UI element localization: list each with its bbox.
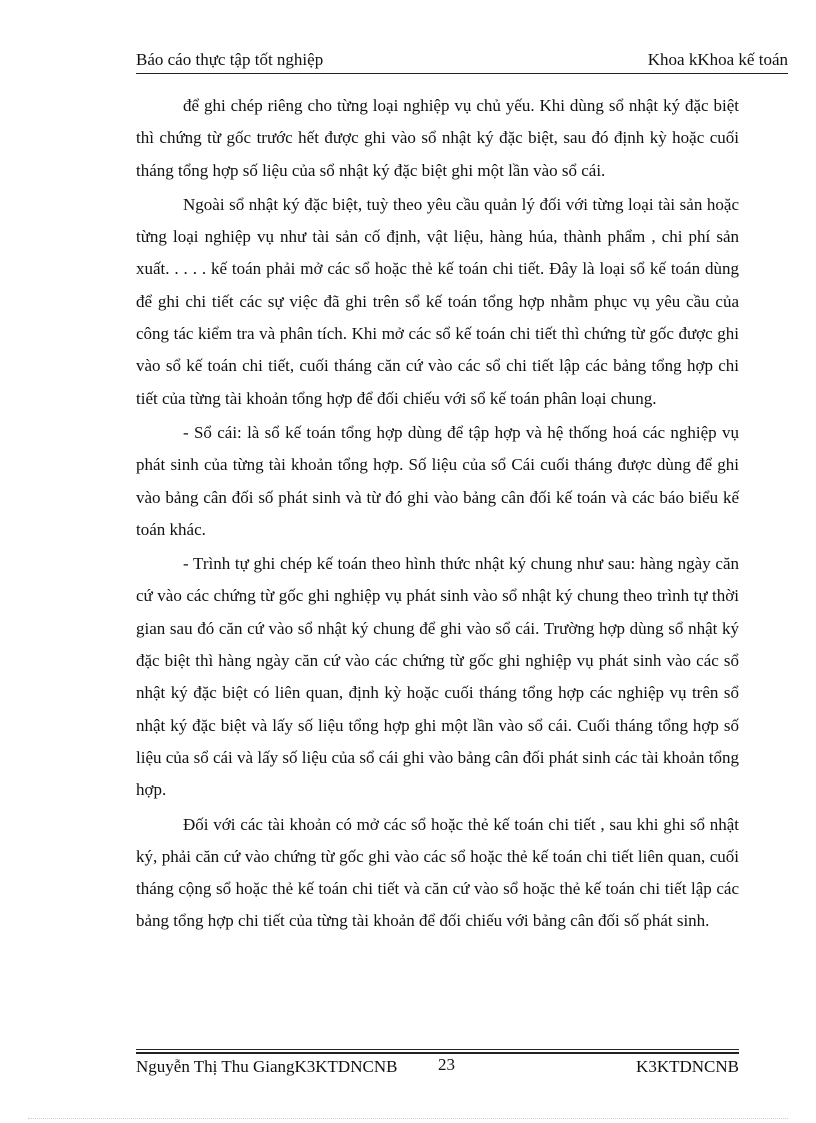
- paragraph-2: Ngoài sổ nhật ký đặc biệt, tuỳ theo yêu cầu quản lý đối với từng loại tài sản hoặc từng loại nghiệp vụ như tài sản cố định, vật liệu, hàng húa, thành phẩm , chi phí sản xuất. . . . . kế toán phải mở các sổ hoặc thẻ kế toán chi tiết. Đây là loại sổ kế toán dùng để ghi chi tiết các sự việc đã ghi trên sổ kế toán tổng hợp nhằm phục vụ yêu cầu của công tác kiểm tra và phân tích. Khi mở các sổ kế toán chi tiết thì chứng từ gốc được ghi vào sổ kế toán chi tiết, cuối tháng căn cứ vào các sổ chi tiết lập các bảng tổng hợp chi tiết của từng tài khoản tổng hợp để đối chiếu với sổ kế toán phân loại chung.: [136, 194, 739, 408]
- body-text: [136, 90, 739, 940]
- footer-rule-thin: [136, 1049, 739, 1050]
- page-header: [136, 48, 788, 72]
- header-report-title: Báo cáo thực tập tốt nghiệp: [136, 50, 324, 69]
- page-footer: [136, 1057, 739, 1081]
- page-bottom-dotted-rule: [28, 1118, 788, 1119]
- paragraph-5: Đối với các tài khoản có mở các sổ hoặc thẻ kế toán chi tiết , sau khi ghi sổ nhật ký, phải căn cứ vào chứng từ gốc ghi vào các sổ hoặc thẻ kế toán chi tiết liên quan, cuối tháng cộng sổ hoặc thẻ kế toán chi tiết và căn cứ vào sổ hoặc thẻ kế toán chi tiết lập các bảng tổng hợp chi tiết của từng tài khoản để đối chiếu với bảng cân đối số phát sinh.: [136, 814, 739, 931]
- footer-class-code: K3KTDNCNB: [636, 1057, 739, 1076]
- footer-author: Nguyễn Thị Thu GiangK3KTDNCNB: [136, 1057, 398, 1076]
- header-rule: [136, 73, 788, 74]
- header-faculty: Khoa kKhoa kế toán: [647, 50, 788, 69]
- footer-rule-thick: [136, 1052, 739, 1054]
- page-number: 23: [438, 1055, 455, 1074]
- paragraph-3: - Sổ cái: là sổ kế toán tổng hợp dùng để tập hợp và hệ thống hoá các nghiệp vụ phát sinh của từng tài khoản tổng hợp. Số liệu của sổ Cái cuối tháng được dùng để ghi vào bảng cân đối số phát sinh và từ đó ghi vào bảng cân đối kế toán và các báo biểu kế toán khác.: [136, 422, 739, 539]
- paragraph-4: - Trình tự ghi chép kế toán theo hình thức nhật ký chung như sau: hàng ngày căn cứ vào các chứng từ gốc ghi nghiệp vụ phát sinh vào sổ nhật ký chung theo trình tự thời gian sau đó căn cứ vào sổ nhật ký chung để ghi vào sổ cái. Trường hợp dùng sổ nhật ký đặc biệt thì hàng ngày căn cứ vào các chứng từ gốc ghi nghiệp vụ phát sinh vào các sổ nhật ký đặc biệt có liên quan, định kỳ hoặc cuối tháng tổng hợp các nghiệp vụ trên sổ nhật ký đặc biệt và lấy số liệu tổng hợp ghi một lần vào sổ cái. Cuối tháng tổng hợp số liệu của sổ cái và lấy số liệu của sổ cái ghi vào bảng cân đối phát sinh các tài khoản tổng hợp.: [136, 554, 739, 800]
- paragraph-1: để ghi chép riêng cho từng loại nghiệp vụ chủ yếu. Khi dùng sổ nhật ký đặc biệt thì chứng từ gốc trước hết được ghi vào sổ nhật ký đặc biệt, sau đó định kỳ hoặc cuối tháng tổng hợp số liệu của sổ nhật ký đặc biệt ghi một lần vào sổ cái.: [136, 96, 739, 180]
